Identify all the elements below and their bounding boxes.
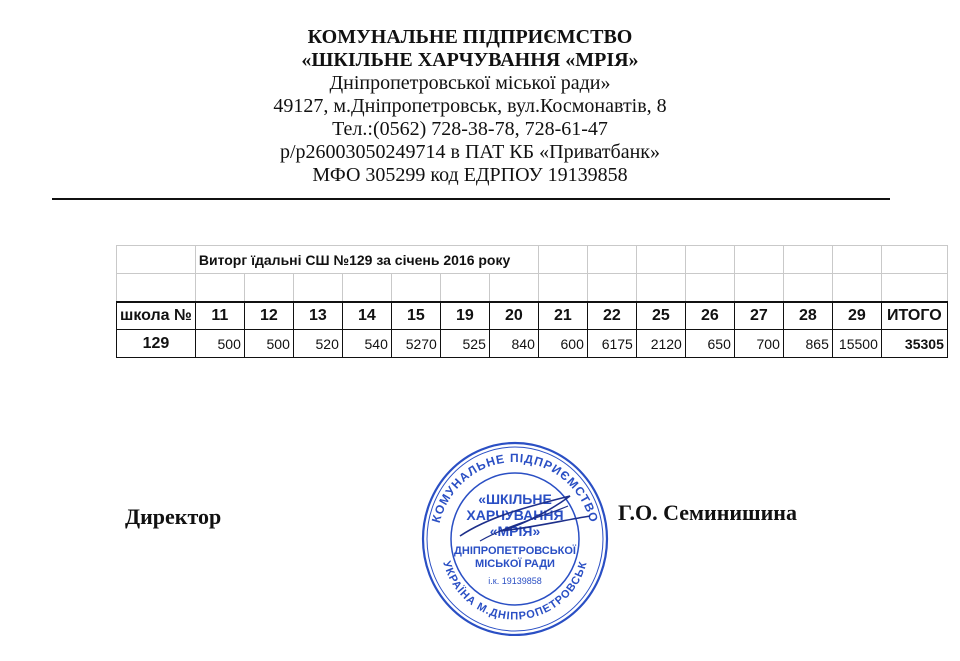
day-header: 15: [391, 302, 440, 330]
day-header: 19: [440, 302, 489, 330]
day-value: 2120: [636, 330, 685, 358]
stamp-inner-line2: ХАРЧУВАННЯ: [466, 507, 564, 523]
signature-name: Г.О. Семинишина: [618, 500, 797, 525]
day-header: 12: [244, 302, 293, 330]
table-spacer-row: [117, 274, 948, 302]
total-header: ИТОГО: [881, 302, 947, 330]
day-header: 29: [832, 302, 881, 330]
table-row: [117, 330, 948, 358]
day-value: 650: [685, 330, 734, 358]
day-header: 14: [342, 302, 391, 330]
company-council: Дніпропетровської міської ради»: [329, 72, 611, 94]
company-stamp: [420, 436, 610, 636]
day-header: 26: [685, 302, 734, 330]
school-number: 129: [117, 330, 196, 358]
day-header: 20: [489, 302, 538, 330]
company-codes: МФО 305299 код ЕДРПОУ 19139858: [312, 164, 628, 186]
day-header: 28: [783, 302, 832, 330]
day-header: 11: [195, 302, 244, 330]
day-header: 13: [293, 302, 342, 330]
signature-role: Директор: [125, 504, 222, 529]
stamp-outer-top: КОМУНАЛЬНЕ ПІДПРИЄМСТВО: [428, 450, 602, 525]
day-value: 840: [489, 330, 538, 358]
table-title-row: [117, 246, 948, 274]
stamp-inner-line3: «МРІЯ»: [489, 523, 541, 539]
day-value: 700: [734, 330, 783, 358]
table-header-row: [117, 302, 948, 330]
day-value: 5270: [391, 330, 440, 358]
letterhead: [0, 26, 940, 187]
table-title: Виторг їдальні СШ №129 за січень 2016 року: [195, 246, 538, 274]
day-header: 25: [636, 302, 685, 330]
day-value: 520: [293, 330, 342, 358]
company-type: КОМУНАЛЬНЕ ПІДПРИЄМСТВО: [307, 26, 633, 48]
day-value: 6175: [587, 330, 636, 358]
stamp-inner-line1: «ШКІЛЬНЕ: [478, 491, 552, 507]
day-value: 500: [195, 330, 244, 358]
day-value: 500: [244, 330, 293, 358]
company-address: 49127, м.Дніпропетровськ, вул.Космонавтів, 8: [273, 95, 667, 117]
day-value: 600: [538, 330, 587, 358]
letterhead-divider: [52, 198, 890, 200]
day-value: 15500: [832, 330, 881, 358]
stamp-outer-bottom: УКРАЇНА М.ДНІПРОПЕТРОВСЬК: [440, 559, 590, 623]
stamp-code: і.к. 19139858: [488, 576, 542, 586]
stamp-inner-line4: ДНІПРОПЕТРОВСЬКОЇ: [454, 545, 576, 557]
company-bank-account: р/р26003050249714 в ПАТ КБ «Приватбанк»: [279, 141, 661, 163]
day-value: 525: [440, 330, 489, 358]
day-header: 21: [538, 302, 587, 330]
total-value: 35305: [881, 330, 947, 358]
school-header: школа №: [117, 302, 196, 330]
company-phone: Тел.:(0562) 728-38-78, 728-61-47: [332, 118, 608, 140]
company-name: «ШКІЛЬНЕ ХАРЧУВАННЯ «МРІЯ»: [301, 49, 639, 71]
day-header: 27: [734, 302, 783, 330]
day-value: 540: [342, 330, 391, 358]
day-header: 22: [587, 302, 636, 330]
day-value: 865: [783, 330, 832, 358]
revenue-table: [116, 245, 948, 358]
stamp-inner-line5: МІСЬКОЇ РАДИ: [475, 558, 555, 570]
